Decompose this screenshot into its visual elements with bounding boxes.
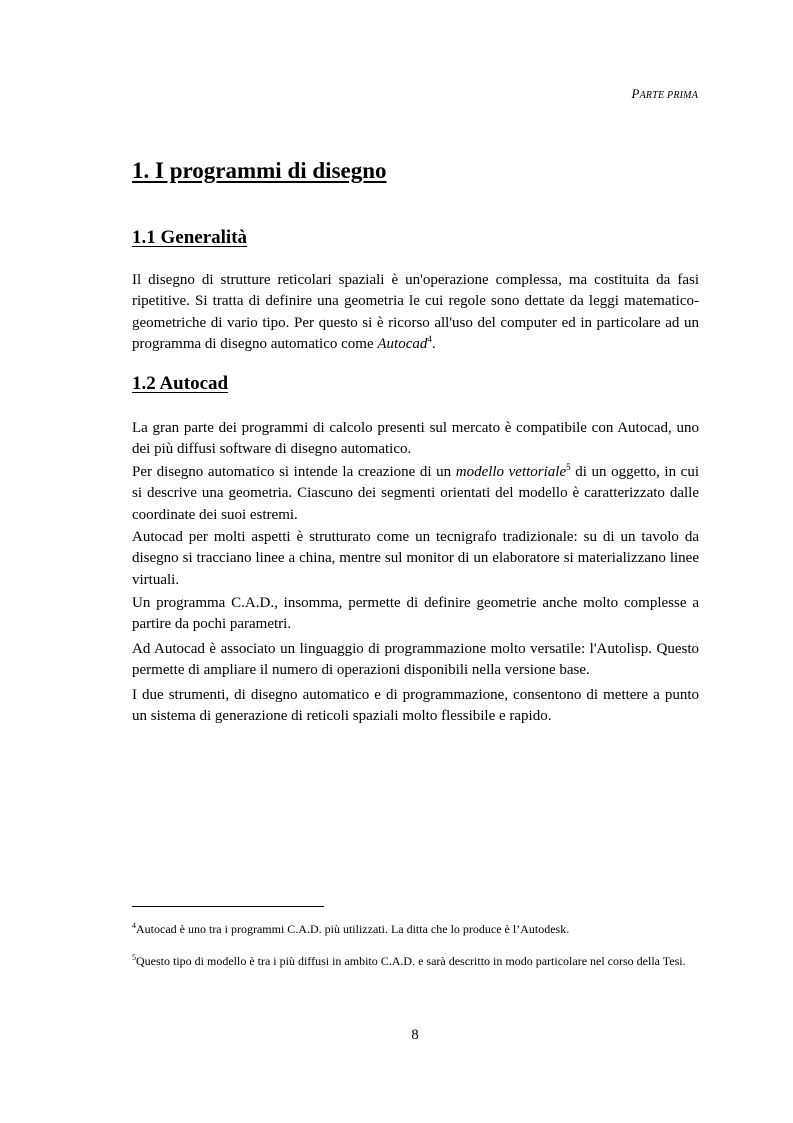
- italic-term-modello-vettoriale: modello vettoriale: [455, 464, 567, 480]
- running-header-rest: ARTE PRIMA: [639, 90, 698, 101]
- footnote-number: 5: [132, 953, 136, 962]
- footnote-separator: [132, 906, 324, 907]
- footnote-4: [132, 921, 709, 937]
- footnote-text: Autocad è uno tra i programmi C.A.D. più utilizzati. La ditta che lo produce è l’Autodesk.: [136, 922, 570, 936]
- footnote-5: [132, 953, 709, 969]
- section-title-autocad: 1.2 Autocad: [132, 373, 229, 394]
- paragraph-tecnigrafo: Autocad per molti aspetti è strutturato come un tecnigrafo tradizionale: su di un tavolo da disegno si tracciano linee a china, mentre sul monitor di un elaboratore si materializzano linee virtuali.: [132, 529, 699, 588]
- footnote-ref-4[interactable]: 4: [427, 333, 432, 344]
- paragraph-compatibilita: La gran parte dei programmi di calcolo presenti sul mercato è compatibile con Autocad, uno dei più diffusi software di disegno automatico.: [132, 420, 699, 458]
- chapter-title: 1. I programmi di disegno: [132, 158, 387, 183]
- paragraph-disegno-automatico: [132, 462, 699, 526]
- section-title-generalita: 1.1 Generalità: [132, 227, 248, 248]
- running-header: [631, 86, 698, 102]
- paragraph-text: Il disegno di strutture reticolari spaziali è un'operazione complessa, ma costituita da fasi ripetitive. Si tratta di definire una geometria le cui regole sono dettate da leggi matematico-geometriche di vario tipo. Per questo si è ricorso all'uso del computer ed in particolare ad un programma di disegno automatico come: [132, 272, 699, 352]
- paragraph-autolisp: Ad Autocad è associato un linguaggio di programmazione molto versatile: l'Autolisp. Questo permette di ampliare il numero di operazioni disponibili nella versione base.: [132, 641, 699, 679]
- footnote-number: 4: [132, 921, 136, 930]
- paragraph-generalita: [132, 270, 699, 355]
- italic-term-autocad: Autocad: [377, 335, 428, 352]
- paragraph-programma-cad: Un programma C.A.D., insomma, permette di definire geometrie anche molto complesse a partire da pochi parametri.: [132, 595, 699, 633]
- page-number: 8: [411, 1027, 419, 1043]
- footnote-text: Questo tipo di modello è tra i più diffusi in ambito C.A.D. e sarà descritto in modo particolare nel corso della Tesi.: [136, 954, 686, 968]
- running-header-initial: P: [631, 86, 640, 101]
- paragraph-text-end: .: [431, 335, 436, 352]
- paragraph-strumenti: I due strumenti, di disegno automatico e di programmazione, consentono di mettere a punto un sistema di generazione di reticoli spaziali molto flessibile e rapido.: [132, 687, 699, 725]
- paragraph-text: Per disegno automatico si intende la creazione di un: [132, 464, 456, 480]
- paragraph-text-end: di un oggetto, in cui si descrive una geometria. Ciascuno dei segmenti orientati del modello è caratterizzato dalle coordinate dei suoi estremi.: [132, 464, 700, 523]
- footnote-ref-5[interactable]: 5: [566, 462, 571, 472]
